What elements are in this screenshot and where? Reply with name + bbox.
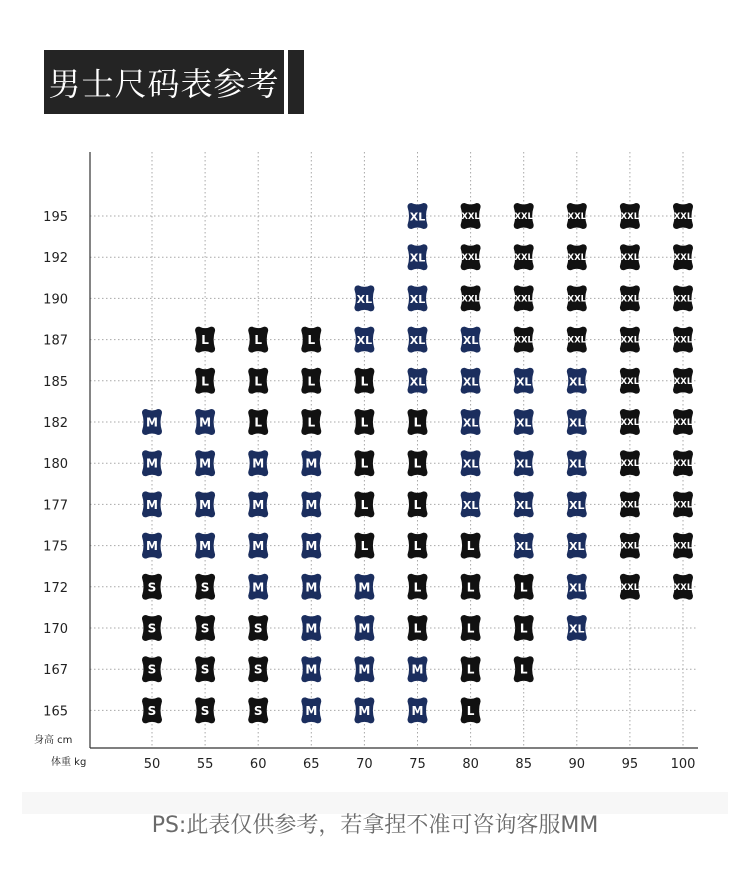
y-tick-label: 187 [43,333,68,349]
size-badge-label: XL [569,457,585,471]
size-badge-label: XXL [620,376,640,387]
size-badge-label: XXL [620,582,640,593]
size-badge-label: XXL [673,253,693,264]
size-badge-label: S [253,621,263,636]
x-tick-label: 55 [196,757,214,772]
size-badge-label: XXL [673,541,693,552]
size-badge-label: XXL [620,418,640,428]
size-badge-label: XL [409,334,426,348]
x-tick-label: 90 [568,757,586,772]
size-badge-label: L [307,415,316,430]
size-badge-label: XL [569,375,585,389]
size-badge-label: M [252,456,265,471]
size-badge-label: M [199,415,212,430]
size-badge-label: XL [462,416,479,430]
size-badge-label: M [146,497,158,512]
page-title: 男士尺码表参考 [48,65,280,103]
size-badge-label: M [146,539,158,554]
footnote: PS:此表仅供参考，若拿捏不准可咨询客服MM [151,813,599,838]
x-tick-label: 65 [303,757,320,772]
size-badge-label: XXL [514,335,533,346]
size-badge-label: L [519,621,528,636]
y-tick-label: 165 [43,704,68,720]
size-badge-label: XL [515,540,532,554]
size-badge-label: XL [515,416,532,430]
size-badge-label: XXL [567,212,587,222]
size-badge-label: XXL [461,294,480,305]
size-badge-label: L [360,374,369,389]
size-badge-label: S [147,662,157,677]
size-badge-label: XXL [567,253,587,264]
size-badge-label: L [413,539,422,554]
x-axis-label: 体重 kg [51,757,87,768]
size-badge-label: L [519,580,528,595]
size-badge-label: XXL [673,500,693,511]
x-tick-label: 85 [515,757,532,772]
size-badge-label: M [411,662,424,677]
size-badge-label: XL [462,457,479,471]
size-badge-label: M [305,539,318,554]
size-badge-label: L [466,703,475,718]
size-badge-label: XXL [620,335,640,346]
size-badge-label: M [146,415,158,430]
x-tick-label: 60 [249,757,267,772]
x-tick-label: 80 [462,757,479,772]
y-tick-label: 175 [43,539,68,555]
size-badge-label: XXL [620,459,640,470]
x-tick-label: 95 [621,757,639,772]
size-badge-label: XL [515,498,532,512]
size-badge-label: XL [409,251,426,265]
size-badge-label: L [466,539,475,554]
x-tick-label: 70 [356,757,373,772]
size-badge-label: M [305,580,318,595]
size-badge-label: XL [356,292,373,306]
y-axis-label: 身高 cm [34,735,73,746]
size-badge-label: M [252,580,265,595]
size-badge-label: L [466,621,475,636]
size-badge-label: XXL [620,253,640,264]
size-badge-label: XL [569,416,585,430]
size-badge-label: XXL [461,253,480,264]
size-badge-label: M [358,703,371,718]
size-badge-label: XXL [673,294,693,305]
size-badge-label: XL [569,622,585,636]
size-badge-label: XXL [673,418,693,428]
size-badge-label: XXL [620,500,640,511]
y-tick-label: 182 [43,416,68,431]
size-badge-label: XL [515,375,532,389]
size-badge-label: XL [462,375,479,389]
size-badge-label: M [252,539,265,554]
size-badge-label: L [360,456,369,471]
y-tick-label: 190 [43,292,68,308]
y-tick-label: 170 [43,622,68,637]
title-box [44,50,284,114]
size-badge-label: XXL [673,376,693,387]
size-badge-label: L [466,580,475,595]
size-chart [0,140,750,780]
x-tick-label: 100 [670,757,696,772]
size-badge-label: L [413,621,422,636]
size-badge-label: XXL [620,212,640,222]
size-badge-label: L [360,539,369,554]
size-badge-label: M [358,621,371,636]
y-tick-label: 180 [43,457,68,473]
size-badge-label: S [147,621,157,636]
size-badge-label: M [305,662,318,677]
size-badge-label: M [305,456,318,471]
y-tick-label: 172 [43,580,68,596]
size-badge-label: XXL [620,541,640,552]
size-badge-label: M [358,580,371,595]
size-badge-label: M [199,539,212,554]
size-badge-label: S [253,662,263,677]
size-badge-label: L [254,333,263,348]
size-badge-label: XL [409,210,426,224]
y-tick-label: 167 [43,663,68,679]
size-badge-label: M [305,621,318,636]
size-badge-label: L [519,662,528,677]
size-badge-label: L [413,415,422,430]
size-badge-label: XXL [567,294,587,305]
size-badge-label: S [200,662,210,677]
y-tick-label: 177 [43,498,68,514]
size-badge-label: L [254,374,263,389]
size-badge-label: M [411,703,424,718]
size-badge-label: XL [356,334,373,348]
y-tick-label: 185 [43,374,68,390]
size-badge-label: XXL [620,294,640,305]
y-tick-label: 195 [43,210,68,225]
size-badge-label: XXL [514,294,533,305]
size-badge-label: M [199,456,212,471]
x-tick-label: 75 [409,757,426,772]
size-badge-label: XL [569,581,585,595]
size-badge-label: XXL [461,212,480,222]
size-badge-label: M [358,662,371,677]
size-badge-label: M [305,497,318,512]
size-badge-label: L [413,580,422,595]
size-badge-label: L [307,374,316,389]
size-badge-label: M [146,456,158,471]
size-badge-label: S [200,703,210,718]
size-badge-label: L [307,333,316,348]
size-badge-label: L [201,333,209,348]
size-badge-label: L [201,374,209,389]
size-badge-label: XL [462,334,479,348]
size-badge-label: L [413,456,422,471]
size-badge-label: XL [409,292,426,306]
size-badge-label: S [147,580,157,595]
size-badge-label: M [252,497,265,512]
size-badge-label: L [413,497,422,512]
size-badge-label: XXL [514,212,533,222]
size-badge-label: S [147,703,157,718]
size-badge-label: XL [569,498,585,512]
size-badge-label: XXL [673,335,693,346]
size-badge-label: M [305,703,318,718]
size-badge-label: S [200,580,210,595]
size-badge-label: S [253,703,263,718]
size-badge-label: XL [569,540,585,554]
size-badge-label: XL [409,375,426,389]
size-badge-label: L [254,415,263,430]
size-badge-label: XXL [673,582,693,593]
title-accent-bar [288,50,304,114]
size-badge-label: M [199,497,212,512]
size-badge-label: XXL [514,253,533,264]
size-badge-label: XXL [673,459,693,470]
size-badge-label: L [360,415,369,430]
y-tick-label: 192 [43,251,68,267]
size-badge-label: L [466,662,475,677]
size-badge-label: XL [515,457,532,471]
size-badge-label: L [360,497,369,512]
size-badge-label: XXL [567,335,587,346]
size-badge-label: XXL [673,212,693,222]
x-tick-label: 50 [143,757,161,772]
size-badge-label: S [200,621,210,636]
size-badge-label: XL [462,498,479,512]
